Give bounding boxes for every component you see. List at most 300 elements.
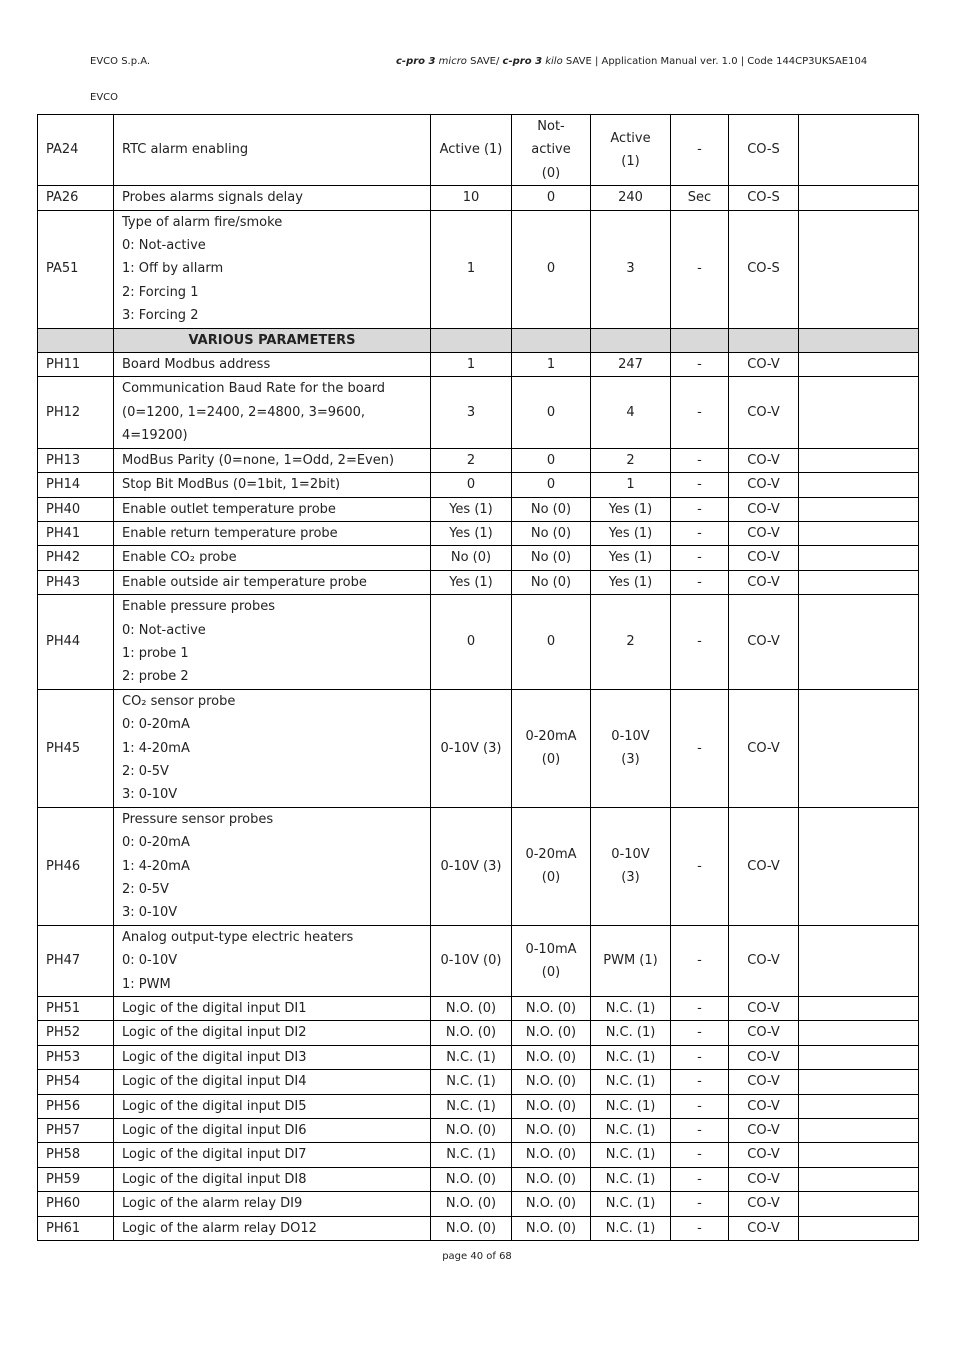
cell-description-line: 0: 0-20mA: [122, 717, 190, 733]
cell-level: [729, 1167, 799, 1191]
cell-unit: [671, 1021, 729, 1045]
cell-unit: [671, 1119, 729, 1143]
cell-description-line: Logic of the digital input DI5: [122, 1098, 307, 1114]
cell-unit-line: -: [697, 501, 702, 517]
cell-default: [431, 595, 512, 690]
cell-unit: [671, 1192, 729, 1216]
cell-max: [591, 521, 671, 545]
cell-level-line: CO-V: [747, 357, 780, 373]
header-rest: SAVE | Application Manual ver. 1.0 | Code 144CP3UKSAE104: [562, 56, 868, 67]
cell-max: [591, 689, 671, 807]
cell-code: PH56: [38, 1094, 114, 1118]
cell-description-line: ModBus Parity (0=none, 1=Odd, 2=Even): [122, 452, 395, 468]
cell-code: PH58: [38, 1143, 114, 1167]
cell-level: [729, 807, 799, 925]
cell-description-line: 3: Forcing 2: [122, 308, 199, 324]
cell-description-line: Logic of the alarm relay DO12: [122, 1220, 317, 1236]
cell-max: [591, 1021, 671, 1045]
cell-default: [431, 521, 512, 545]
cell-max: [591, 186, 671, 210]
cell-description-line: 2: 0-5V: [122, 763, 169, 779]
cell-min: [512, 1192, 591, 1216]
cell-code: PH60: [38, 1192, 114, 1216]
table-row: [38, 1021, 919, 1045]
header-product-b: c-pro 3: [502, 56, 543, 67]
cell-min-line: 0-20mA: [525, 728, 577, 744]
cell-level: [729, 925, 799, 996]
cell-description-line: Stop Bit ModBus (0=1bit, 1=2bit): [122, 477, 341, 493]
table-row: [38, 807, 919, 925]
cell-notes: [799, 473, 919, 497]
cell-min: [512, 448, 591, 472]
cell-level: [729, 1045, 799, 1069]
cell-max-line: (3): [621, 752, 640, 768]
cell-level: [729, 1119, 799, 1143]
cell-max: [591, 997, 671, 1021]
cell-description-line: (0=1200, 1=2400, 2=4800, 3=9600,: [122, 404, 365, 420]
cell-max: [591, 473, 671, 497]
cell-description: [114, 546, 431, 570]
cell-code: PH45: [38, 689, 114, 807]
cell-unit: [671, 689, 729, 807]
table-row: [38, 210, 919, 328]
cell-min-line: 0: [546, 190, 556, 206]
cell-description-line: 2: 0-5V: [122, 882, 169, 897]
cell-description: [114, 1021, 431, 1045]
cell-unit-line: -: [697, 574, 702, 590]
cell-max-line: 4: [626, 404, 635, 420]
cell-default-line: No (0): [450, 550, 492, 566]
section-title: VARIOUS PARAMETERS: [114, 328, 431, 352]
cell-max-line: N.C. (1): [605, 1049, 656, 1065]
cell-notes: [799, 807, 919, 925]
cell-min: [512, 497, 591, 521]
cell-level-line: CO-V: [747, 1123, 780, 1139]
cell-code: PH40: [38, 497, 114, 521]
cell-level: [729, 377, 799, 448]
cell-description-line: Logic of the digital input DI3: [122, 1049, 307, 1065]
cell-description: [114, 1167, 431, 1191]
cell-default: [431, 546, 512, 570]
cell-unit: [671, 595, 729, 690]
cell-notes: [799, 546, 919, 570]
cell-default: [431, 186, 512, 210]
cell-code: PH57: [38, 1119, 114, 1143]
cell-description-line: Logic of the alarm relay DI9: [122, 1196, 303, 1212]
section-cell: [431, 328, 512, 352]
cell-max-line: 247: [618, 357, 643, 373]
cell-min: [512, 807, 591, 925]
cell-default-line: N.C. (1): [446, 1049, 496, 1065]
cell-unit-line: -: [697, 634, 702, 650]
table-row: [38, 115, 919, 186]
cell-level: [729, 1192, 799, 1216]
cell-max-line: Yes (1): [608, 525, 653, 541]
cell-level-line: CO-V: [747, 858, 780, 874]
cell-level-line: CO-V: [747, 550, 780, 566]
cell-level: [729, 186, 799, 210]
cell-description-line: 0: Not-active: [122, 238, 206, 254]
cell-default-line: N.O. (0): [445, 1001, 497, 1017]
cell-unit-line: -: [697, 1196, 702, 1212]
cell-min: [512, 210, 591, 328]
cell-max: [591, 595, 671, 690]
table-row: [38, 521, 919, 545]
cell-level: [729, 1021, 799, 1045]
cell-description-line: 3: 0-10V: [122, 905, 178, 921]
cell-max: [591, 807, 671, 925]
table-row: [38, 595, 919, 690]
cell-notes: [799, 1143, 919, 1167]
cell-description-line: 2: probe 2: [122, 669, 189, 685]
cell-level-line: CO-V: [747, 1049, 780, 1065]
cell-code: PH52: [38, 1021, 114, 1045]
cell-min-line: Not-: [537, 119, 565, 134]
section-row: [38, 328, 919, 352]
cell-description: [114, 377, 431, 448]
cell-level-line: CO-V: [747, 574, 780, 590]
cell-min-line: N.O. (0): [525, 1074, 577, 1090]
cell-level-line: CO-V: [747, 953, 780, 969]
cell-description-line: Analog output-type electric heaters: [122, 929, 354, 945]
cell-min: [512, 595, 591, 690]
cell-code: PH13: [38, 448, 114, 472]
cell-min: [512, 1021, 591, 1045]
cell-default: [431, 473, 512, 497]
table-row: [38, 925, 919, 996]
cell-unit-line: -: [697, 1171, 702, 1187]
cell-description: [114, 473, 431, 497]
table-row: [38, 186, 919, 210]
table-row: [38, 1094, 919, 1118]
cell-default-line: N.C. (1): [446, 1098, 496, 1114]
cell-description: [114, 1143, 431, 1167]
cell-min-line: No (0): [530, 525, 572, 541]
cell-code: PA26: [38, 186, 114, 210]
cell-default: [431, 448, 512, 472]
cell-level-line: CO-V: [747, 1196, 780, 1212]
table-row: [38, 570, 919, 594]
cell-level: [729, 497, 799, 521]
cell-max: [591, 1094, 671, 1118]
cell-notes: [799, 1070, 919, 1094]
cell-default: [431, 807, 512, 925]
cell-description-line: Type of alarm fire/smoke: [122, 214, 283, 230]
section-cell: [512, 328, 591, 352]
cell-unit: [671, 186, 729, 210]
cell-unit-line: -: [697, 1098, 702, 1114]
header-sep: SAVE/: [466, 56, 503, 67]
cell-level-line: CO-V: [747, 404, 780, 420]
cell-notes: [799, 448, 919, 472]
cell-default: [431, 1021, 512, 1045]
cell-description-line: Enable outside air temperature probe: [122, 574, 367, 590]
cell-level-line: CO-V: [747, 1098, 780, 1114]
cell-description: [114, 1216, 431, 1240]
cell-level-line: CO-V: [747, 452, 780, 468]
cell-min-line: N.O. (0): [525, 1049, 577, 1065]
cell-level-line: CO-V: [747, 740, 780, 756]
cell-notes: [799, 186, 919, 210]
cell-max-line: Yes (1): [608, 550, 653, 566]
cell-default-line: N.C. (1): [446, 1074, 496, 1090]
cell-notes: [799, 689, 919, 807]
cell-max-line: Yes (1): [608, 574, 653, 590]
cell-max-line: N.C. (1): [605, 1220, 656, 1236]
cell-default-line: 0-10V (0): [440, 953, 502, 969]
table-row: [38, 689, 919, 807]
cell-unit-line: -: [697, 477, 702, 493]
cell-description-line: Logic of the digital input DI4: [122, 1074, 307, 1090]
cell-description: [114, 997, 431, 1021]
cell-default-line: 10: [462, 190, 480, 206]
cell-description: [114, 1070, 431, 1094]
cell-min-line: 0: [546, 477, 556, 493]
cell-unit-line: -: [697, 525, 702, 541]
table-row: [38, 1143, 919, 1167]
cell-max-line: N.C. (1): [605, 1171, 656, 1187]
cell-min: [512, 1167, 591, 1191]
cell-unit: [671, 1070, 729, 1094]
cell-code: PH44: [38, 595, 114, 690]
cell-max-line: (3): [621, 870, 640, 886]
cell-description-line: 0: 0-10V: [122, 953, 178, 969]
cell-default-line: 1: [466, 261, 476, 277]
cell-level-line: CO-V: [747, 501, 780, 517]
cell-description: [114, 115, 431, 186]
cell-max: [591, 1045, 671, 1069]
cell-max: [591, 1192, 671, 1216]
cell-min: [512, 1119, 591, 1143]
cell-notes: [799, 210, 919, 328]
cell-description: [114, 925, 431, 996]
cell-default: [431, 570, 512, 594]
table-row: [38, 1045, 919, 1069]
cell-description-line: 2: Forcing 1: [122, 284, 199, 300]
cell-description: [114, 186, 431, 210]
cell-description-line: Enable pressure probes: [122, 599, 275, 615]
cell-min-line: (0): [541, 964, 561, 980]
cell-notes: [799, 1119, 919, 1143]
cell-default: [431, 353, 512, 377]
cell-default-line: 2: [466, 452, 476, 468]
cell-notes: [799, 1045, 919, 1069]
cell-unit: [671, 570, 729, 594]
cell-default-line: 0: [466, 477, 476, 493]
cell-min-line: (0): [541, 752, 561, 768]
cell-description-line: Board Modbus address: [122, 357, 271, 373]
cell-level: [729, 1216, 799, 1240]
header-company: EVCO S.p.A.: [90, 56, 151, 67]
cell-unit: [671, 448, 729, 472]
cell-description: [114, 448, 431, 472]
cell-level: [729, 473, 799, 497]
cell-description-line: 1: 4-20mA: [122, 740, 190, 756]
table-body: [38, 115, 919, 1241]
cell-max-line: 3: [626, 261, 635, 277]
cell-code: PH51: [38, 997, 114, 1021]
cell-unit: [671, 497, 729, 521]
cell-level: [729, 210, 799, 328]
cell-default-line: 1: [466, 357, 476, 373]
cell-description: [114, 689, 431, 807]
cell-code: PA24: [38, 115, 114, 186]
table-row: [38, 1070, 919, 1094]
cell-code: PH41: [38, 521, 114, 545]
cell-description-line: Enable CO₂ probe: [122, 550, 237, 566]
cell-description: [114, 1192, 431, 1216]
cell-default-line: N.O. (0): [445, 1196, 497, 1212]
cell-min: [512, 115, 591, 186]
cell-max-line: Active: [610, 130, 651, 146]
cell-unit-line: -: [697, 1147, 702, 1163]
cell-code: PH46: [38, 807, 114, 925]
cell-default-line: N.O. (0): [445, 1123, 497, 1139]
cell-description: [114, 210, 431, 328]
table-row: [38, 1192, 919, 1216]
cell-unit-line: -: [697, 1220, 702, 1236]
cell-max: [591, 1070, 671, 1094]
cell-max: [591, 546, 671, 570]
cell-max-line: 2: [626, 452, 635, 468]
cell-unit: [671, 1167, 729, 1191]
cell-description-line: 1: 4-20mA: [122, 858, 190, 874]
cell-default: [431, 1167, 512, 1191]
cell-min-line: N.O. (0): [525, 1220, 577, 1236]
cell-default: [431, 1216, 512, 1240]
cell-description: [114, 1045, 431, 1069]
cell-default-line: 0: [466, 634, 476, 650]
cell-max: [591, 210, 671, 328]
cell-description: [114, 807, 431, 925]
cell-max: [591, 353, 671, 377]
cell-min-line: 0: [546, 404, 556, 420]
table-row: [38, 448, 919, 472]
section-cell: [38, 328, 114, 352]
cell-unit-line: -: [697, 953, 702, 969]
cell-level: [729, 689, 799, 807]
cell-min: [512, 546, 591, 570]
cell-level: [729, 1143, 799, 1167]
cell-description-line: Logic of the digital input DI2: [122, 1025, 307, 1041]
cell-default: [431, 1094, 512, 1118]
cell-min-line: N.O. (0): [525, 1196, 577, 1212]
cell-description: [114, 1094, 431, 1118]
cell-min-line: 0: [546, 261, 556, 277]
cell-min: [512, 1143, 591, 1167]
cell-description-line: Enable return temperature probe: [122, 525, 338, 541]
cell-max: [591, 1119, 671, 1143]
section-cell: [591, 328, 671, 352]
cell-min: [512, 1094, 591, 1118]
cell-level: [729, 595, 799, 690]
header-brand: EVCO: [90, 92, 119, 103]
cell-unit: [671, 1143, 729, 1167]
page-number: page 40 of 68: [442, 1251, 512, 1262]
cell-min-line: 1: [546, 357, 556, 373]
header-title: [396, 56, 867, 67]
cell-max-line: (1): [621, 154, 640, 170]
cell-min: [512, 473, 591, 497]
cell-description: [114, 497, 431, 521]
cell-level-line: CO-V: [747, 477, 780, 493]
cell-min-line: 0-10mA: [525, 941, 577, 957]
cell-unit-line: -: [697, 1001, 702, 1017]
section-cell: [729, 328, 799, 352]
cell-default-line: Active (1): [439, 142, 503, 158]
header-product-b-suffix: kilo: [545, 56, 563, 67]
cell-level-line: CO-S: [747, 190, 780, 206]
cell-description-line: Logic of the digital input DI8: [122, 1171, 307, 1187]
cell-max-line: N.C. (1): [605, 1074, 656, 1090]
cell-min-line: 0: [546, 452, 556, 468]
cell-unit: [671, 115, 729, 186]
cell-notes: [799, 570, 919, 594]
cell-unit-line: -: [697, 357, 702, 373]
cell-notes: [799, 595, 919, 690]
cell-notes: [799, 497, 919, 521]
cell-description: [114, 1119, 431, 1143]
cell-unit: [671, 473, 729, 497]
cell-unit-line: -: [697, 550, 702, 566]
cell-max-line: N.C. (1): [605, 1123, 656, 1139]
cell-code: PH43: [38, 570, 114, 594]
cell-max: [591, 115, 671, 186]
cell-level: [729, 353, 799, 377]
cell-min-line: N.O. (0): [525, 1001, 577, 1017]
cell-default-line: Yes (1): [449, 501, 493, 517]
cell-min: [512, 570, 591, 594]
cell-min-line: No (0): [530, 550, 572, 566]
cell-max-line: Yes (1): [608, 501, 653, 517]
cell-unit: [671, 925, 729, 996]
cell-unit: [671, 997, 729, 1021]
cell-max: [591, 570, 671, 594]
cell-min-line: 0-20mA: [525, 846, 577, 862]
cell-unit: [671, 546, 729, 570]
cell-level-line: CO-V: [747, 1147, 780, 1163]
cell-code: PH53: [38, 1045, 114, 1069]
cell-min-line: N.O. (0): [525, 1171, 577, 1187]
cell-max: [591, 1143, 671, 1167]
table-row: [38, 473, 919, 497]
cell-max-line: 1: [626, 477, 635, 493]
cell-description: [114, 353, 431, 377]
cell-max-line: N.C. (1): [605, 1147, 656, 1163]
cell-max-line: N.C. (1): [605, 1098, 656, 1114]
cell-notes: [799, 377, 919, 448]
cell-max-line: N.C. (1): [605, 1001, 656, 1017]
cell-unit-line: -: [697, 452, 702, 468]
cell-min: [512, 1216, 591, 1240]
cell-level-line: CO-V: [747, 1220, 780, 1236]
cell-unit-line: -: [697, 261, 702, 277]
cell-level: [729, 570, 799, 594]
cell-unit: [671, 521, 729, 545]
cell-unit-line: -: [697, 142, 702, 158]
table-row: [38, 353, 919, 377]
cell-level: [729, 1094, 799, 1118]
cell-description-line: 4=19200): [122, 428, 188, 444]
cell-unit: [671, 377, 729, 448]
cell-level-line: CO-V: [747, 1025, 780, 1041]
cell-max: [591, 1216, 671, 1240]
cell-level-line: CO-V: [747, 1001, 780, 1017]
cell-max-line: 2: [626, 634, 635, 650]
cell-min: [512, 997, 591, 1021]
cell-level-line: CO-S: [747, 261, 780, 277]
cell-unit-line: -: [697, 1123, 702, 1139]
